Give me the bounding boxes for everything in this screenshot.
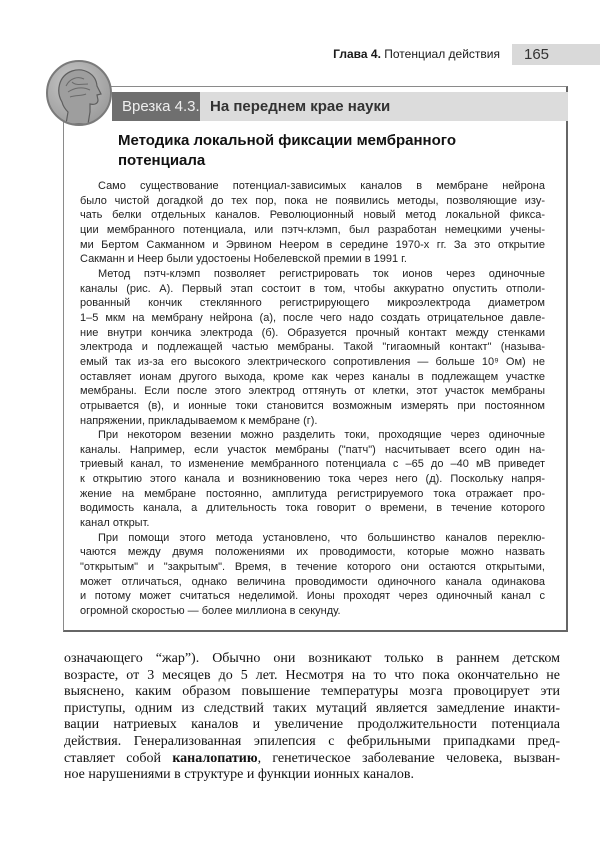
text-line: напряжении, прикладываемом к мембране (г). — [80, 414, 318, 427]
sidebar-paragraph — [80, 428, 545, 531]
text-line: 1–5 мкм на мембрану нейрона (а), после чего надо создать отрицательное давле- — [80, 311, 545, 324]
text-line: электрода и подлежащей частью мембраны. Такой "гигаомный контакт" (называ- — [80, 341, 545, 354]
text-line: Сакманн и Неер были удостоены Нобелевской премии в 1991 г. — [80, 253, 407, 266]
text-line: Метод пэтч-клэмп позволяет регистрировать ток ионов через одиночные — [98, 267, 545, 280]
text-line: мембраны. Если после этого электрод оттянуть от клетки, этот участок мембраны — [80, 385, 545, 398]
text-line: ции мембранного потенциала, или пэтч-клэмп, был разработан немецкими учены- — [80, 223, 545, 236]
text-line: емый так из-за его высокого электрического сопротивления — больше 10⁹ Ом) не — [80, 355, 545, 368]
text-line: возрасте, от 3 месяцев до 5 лет. Несмотря на то что пока окончательно не — [64, 667, 560, 683]
sidebar-header — [112, 92, 568, 121]
sidebar-paragraph — [80, 531, 545, 619]
text-span: ставляет собой — [64, 750, 173, 766]
page-number: 165 — [512, 44, 600, 65]
text-span: , генетическое заболевание человека, вызван- — [257, 750, 560, 766]
brain-head-icon — [46, 60, 112, 126]
text-line: ние внутри кончика электрода (б). Образуется прочный контакт между стенками — [80, 326, 545, 339]
text-line: жение на мембране постоянно, амплитуда регистрируемого тока отражает про- — [80, 487, 545, 500]
text-line: выяснено, каким образом повышение температуры мозга провоцирует эти — [64, 684, 560, 700]
text-line: ное нарушениями в структуре и функции ионных каналов. — [64, 767, 414, 783]
running-head — [333, 44, 500, 64]
chapter-title: Потенциал действия — [384, 47, 500, 61]
text-line: и потому может считаться неделимой. Ионы проходят через одиночный канал с — [80, 590, 545, 603]
sidebar-title-line: Методика локальной фиксации мембранного — [118, 132, 456, 149]
sidebar-paragraph — [80, 267, 545, 428]
chapter-number: Глава 4. — [333, 47, 381, 61]
text-line: отрывается (в), и ионные токи становится возможным измерять при постоянном — [80, 399, 545, 412]
text-line: водимость канала, а длительность тока говорит о времени, в течение которого — [80, 502, 545, 515]
text-line: ми Бертом Сакманном и Эрвином Неером в середине 1970-х гг. За это открытие — [80, 238, 545, 251]
text-line: При некотором везении можно разделить токи, проходящие через одиночные — [98, 429, 545, 442]
sidebar-paragraph — [80, 179, 545, 267]
text-line: чаются между двумя положениями их проводимости, которые можно назвать — [80, 546, 545, 559]
sidebar-title — [118, 131, 538, 171]
main-body-text — [64, 651, 560, 784]
text-line: триевый канал, то изменение мембранного потенциала с –65 до –40 мВ приведет — [80, 458, 545, 471]
text-line: каналы. Например, если участок мембраны ("патч") насчитывает всего один на- — [80, 443, 545, 456]
text-line: оставляет ионам другого выхода, кроме как через каналы в подлежащем участке — [80, 370, 545, 383]
text-line: "открытым" и "закрытым". Время, в течение которого они остаются открытыми, — [80, 561, 545, 574]
text-line: При помощи этого метода установлено, что большинство каналов переклю- — [98, 531, 545, 544]
text-line: приступы, одним из следствий таких мутаций является замедление инакти- — [64, 700, 560, 716]
text-line: было чистой догадкой до тех пор, пока не появились методы, позволяющие изу- — [80, 194, 545, 207]
text-line: действия. Генерализованная эпилепсия с фебрильными припадками пред- — [64, 733, 560, 749]
bold-term: каналопатию — [172, 750, 258, 766]
text-line: чать белки отдельных каналов. Революционный новый метод локальной фикса- — [80, 209, 545, 222]
sidebar-title-line: потенциала — [118, 152, 206, 169]
text-line: вации натриевых каналов и увеличение продолжительности потенциала — [64, 717, 560, 733]
sidebar-category: На переднем крае науки — [210, 98, 391, 115]
sidebar-label: Врезка 4.3. — [112, 92, 200, 121]
text-line: к открытию этого канала и возникновению тока через него (д). Поскольку напря- — [80, 473, 545, 486]
text-line: рованный кончик стеклянного регистрирующего микроэлектрода диаметром — [80, 297, 545, 310]
text-line: канал открыт. — [80, 517, 150, 530]
text-line: означающего “жар”). Обычно они возникают только в раннем детском — [64, 651, 560, 666]
text-line: каналы (рис. А). Первый этап состоит в том, чтобы аккуратно опустить отполи- — [80, 282, 545, 295]
text-line: может отличаться, однако величина проводимости одиночного канала одинакова — [80, 575, 545, 588]
text-line — [64, 751, 560, 768]
text-line: огромной скоростью — более миллиона в секунду. — [80, 605, 341, 618]
sidebar-body — [80, 179, 545, 619]
text-line: Само существование потенциал-зависимых каналов в мембране нейрона — [98, 180, 545, 192]
